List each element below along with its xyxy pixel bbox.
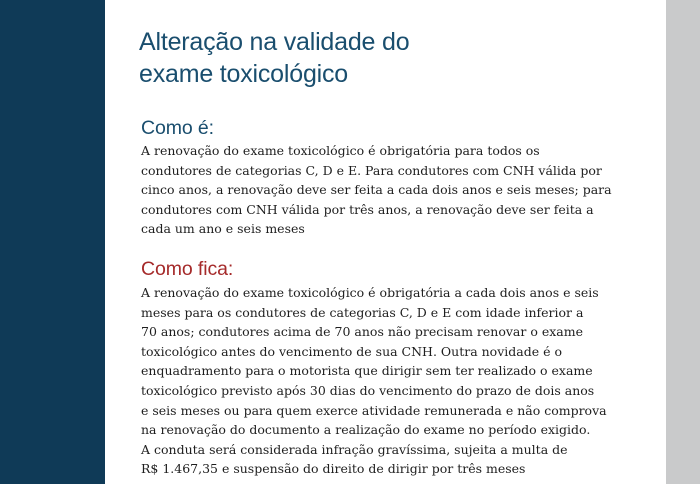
body-line: e seis meses ou para quem exerce atividade remunerada e não comprova	[141, 402, 607, 418]
body-line: condutores com CNH válida por três anos, a renovação deve ser feita a	[141, 201, 594, 217]
body-line: cada um ano e seis meses	[141, 221, 305, 237]
section-body-como-fica	[141, 283, 647, 479]
document-panel	[105, 0, 666, 484]
title-line-1: Alteração na validade do	[139, 28, 410, 56]
body-line: condutores de categorias C, D e E. Para condutores com CNH válida por	[141, 162, 602, 178]
left-accent-bar	[0, 0, 105, 484]
body-line: toxicológico previsto após 30 dias do vencimento do prazo de dois anos	[141, 382, 595, 398]
section-heading-como-fica: Como fica:	[141, 258, 234, 280]
body-line: enquadramento para o motorista que dirigir sem ter realizado o exame	[141, 363, 593, 379]
body-line: cinco anos, a renovação deve ser feita a cada dois anos e seis meses; para	[141, 182, 612, 198]
section-body-como-e	[141, 141, 647, 239]
page-title	[139, 26, 599, 90]
body-line: A renovação do exame toxicológico é obrigatória para todos os	[141, 143, 540, 158]
body-line: A conduta será considerada infração gravíssima, sujeita a multa de	[141, 441, 568, 457]
right-margin-bar	[666, 0, 700, 484]
body-line: A renovação do exame toxicológico é obrigatória a cada dois anos e seis	[141, 285, 599, 300]
body-line: na renovação do documento a realização do exame no período exigido.	[141, 422, 591, 438]
section-heading-como-e: Como é:	[141, 117, 214, 139]
title-line-2: exame toxicológico	[139, 60, 349, 88]
body-line: 70 anos; condutores acima de 70 anos não precisam renovar o exame	[141, 324, 583, 340]
body-line: R$ 1.467,35 e suspensão do direito de dirigir por três meses	[141, 461, 526, 477]
body-line: toxicológico antes do vencimento de sua CNH. Outra novidade é o	[141, 343, 562, 359]
body-line: meses para os condutores de categorias C, D e E com idade inferior a	[141, 304, 584, 320]
